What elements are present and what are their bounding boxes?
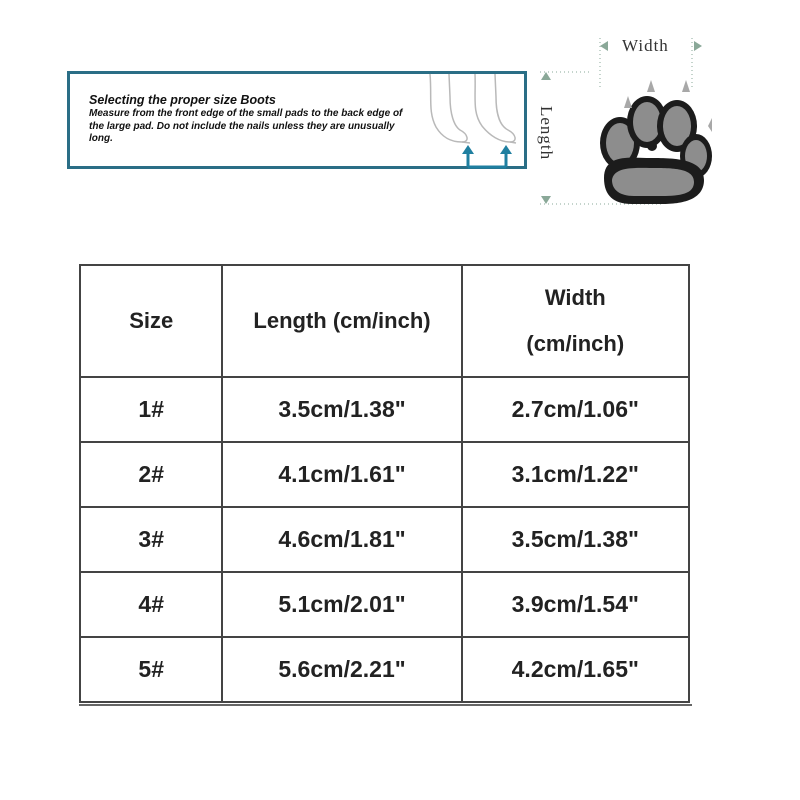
table-row — [80, 637, 689, 702]
divider — [79, 704, 692, 706]
cell-length: 5.6cm/2.21" — [222, 637, 461, 702]
header-width-line1: Width — [544, 285, 606, 310]
width-label: Width — [622, 36, 669, 55]
cell-size: 5# — [80, 637, 222, 702]
length-label: Length — [537, 106, 556, 161]
header-width-line2: (cm/inch) — [526, 331, 625, 356]
header-width — [462, 265, 689, 377]
cell-length: 4.1cm/1.61" — [222, 442, 461, 507]
paw-icon — [532, 28, 712, 218]
cell-size: 3# — [80, 507, 222, 572]
size-chart-table — [79, 264, 690, 703]
table-row — [80, 377, 689, 442]
instruction-title: Selecting the proper size Boots — [89, 93, 276, 107]
header-size: Size — [80, 265, 222, 377]
header-length: Length (cm/inch) — [222, 265, 461, 377]
table-header-row — [80, 265, 689, 377]
cell-length: 4.6cm/1.81" — [222, 507, 461, 572]
cell-width: 3.1cm/1.22" — [462, 442, 689, 507]
cell-width: 3.9cm/1.54" — [462, 572, 689, 637]
cell-width: 3.5cm/1.38" — [462, 507, 689, 572]
cell-size: 2# — [80, 442, 222, 507]
table-row — [80, 507, 689, 572]
table-row — [80, 572, 689, 637]
cell-width: 2.7cm/1.06" — [462, 377, 689, 442]
cell-size: 1# — [80, 377, 222, 442]
cell-length: 3.5cm/1.38" — [222, 377, 461, 442]
instruction-text: Measure from the front edge of the small pads to the back edge of the large pad. Do not include the nails unless they are unusually long. — [89, 108, 403, 144]
dog-legs-illustration — [350, 2, 530, 172]
cell-width: 4.2cm/1.65" — [462, 637, 689, 702]
cell-size: 4# — [80, 572, 222, 637]
cell-length: 5.1cm/2.01" — [222, 572, 461, 637]
table-row — [80, 442, 689, 507]
paw-diagram — [532, 28, 712, 218]
